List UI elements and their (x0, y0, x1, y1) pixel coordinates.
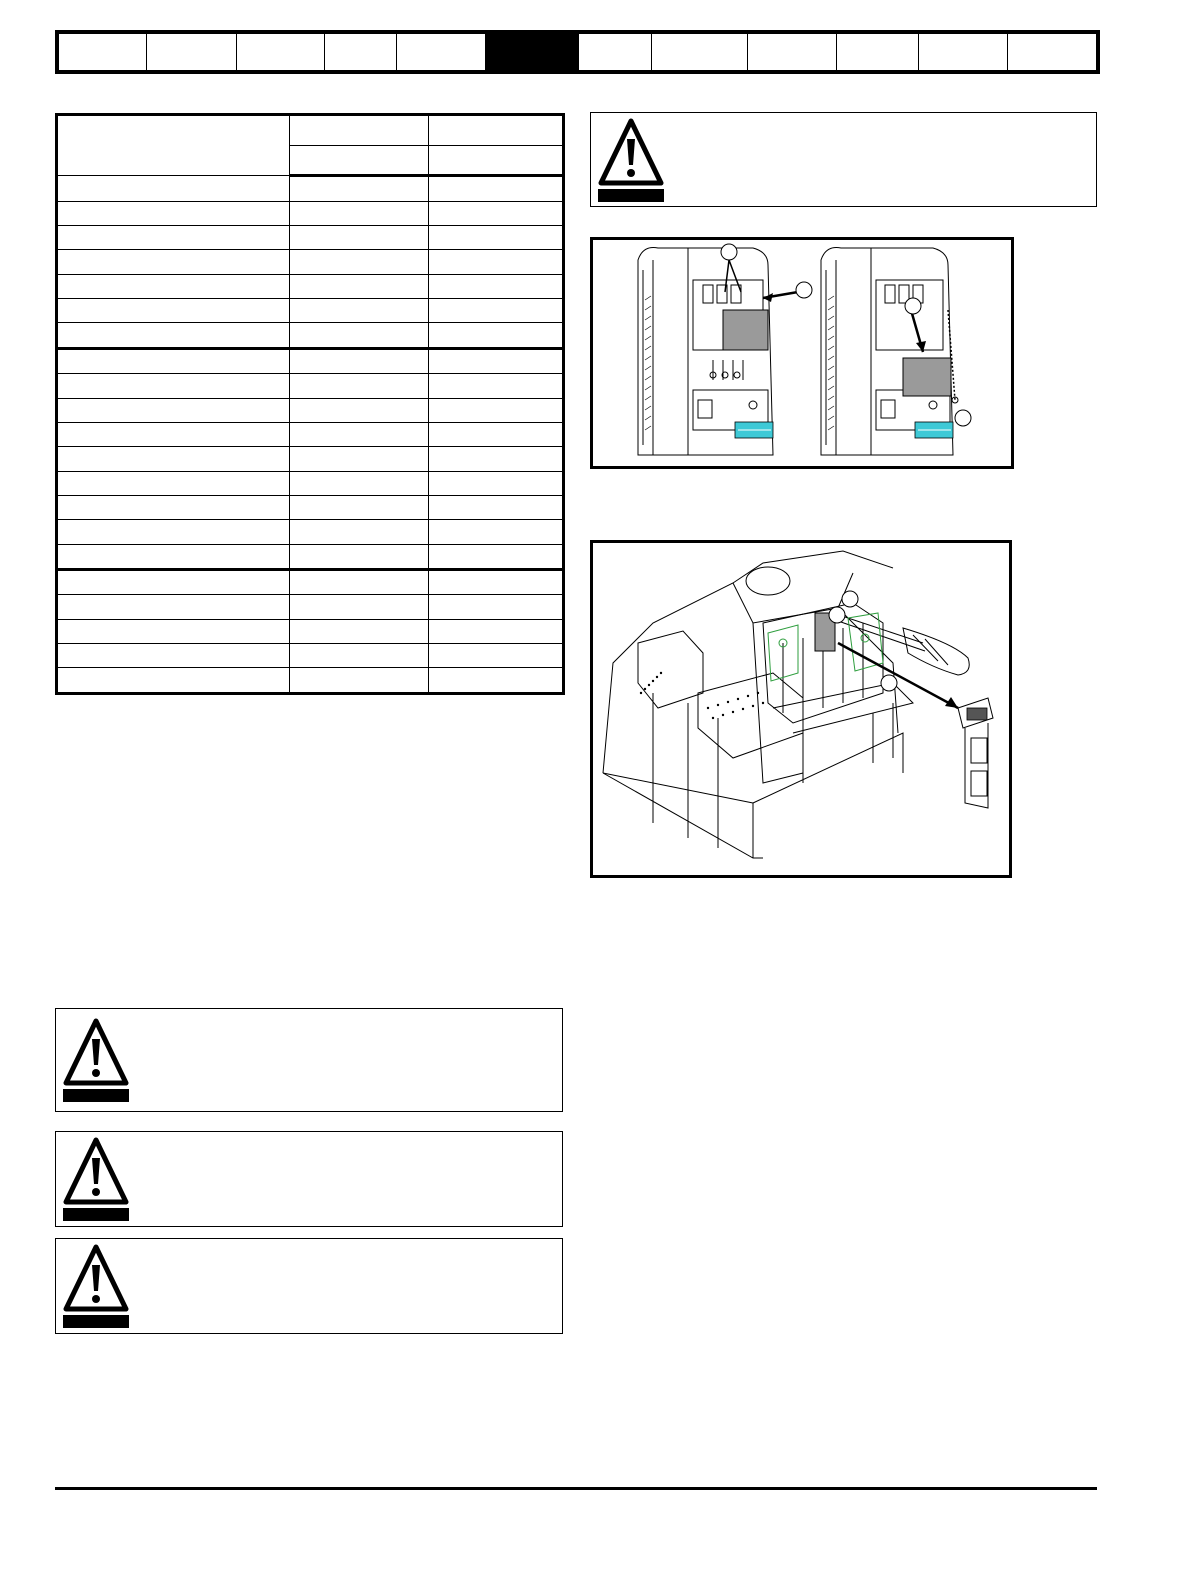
table-cell (290, 274, 429, 298)
table-cell (429, 374, 564, 398)
table-row (57, 668, 564, 694)
table-cell (57, 644, 290, 668)
chapter-tab-8[interactable] (652, 34, 748, 70)
table-cell (429, 274, 564, 298)
table-row (57, 176, 564, 201)
table-cell (290, 250, 429, 274)
table-cell (57, 668, 290, 694)
footer-rule (55, 1487, 1097, 1490)
warning-box-3 (55, 1131, 563, 1227)
chapter-tab-10[interactable] (837, 34, 920, 70)
table-row (57, 226, 564, 250)
table-row (57, 422, 564, 446)
table-cell (290, 520, 429, 544)
table-cell (429, 544, 564, 569)
table-cell (290, 226, 429, 250)
table-cell (57, 176, 290, 201)
table-cell (57, 274, 290, 298)
table-cell (57, 226, 290, 250)
callout-circle (905, 298, 921, 314)
table-cell (57, 374, 290, 398)
table-cell (429, 471, 564, 495)
table-cell (57, 447, 290, 471)
table-row (57, 644, 564, 668)
chapter-tab-6-active[interactable] (486, 34, 579, 70)
table-cell (290, 422, 429, 446)
table-cell (57, 201, 290, 225)
table-cell (290, 201, 429, 225)
terminal-cover-illustration (593, 240, 1011, 466)
table-cell (57, 619, 290, 643)
warning-box-2 (55, 1008, 563, 1112)
table-cell (429, 644, 564, 668)
chapter-tab-11[interactable] (919, 34, 1008, 70)
warning-triangle-icon (598, 117, 664, 203)
table-row (57, 323, 564, 348)
table-cell (290, 323, 429, 348)
table-cell (57, 250, 290, 274)
table-cell (290, 544, 429, 569)
warning-box-1 (590, 112, 1097, 207)
chapter-tab-3[interactable] (237, 34, 326, 70)
table-cell (57, 570, 290, 595)
warning-triangle-icon (63, 1136, 129, 1222)
callout-circle (721, 244, 737, 260)
callout-circle (796, 282, 812, 298)
table-cell (57, 348, 290, 373)
table-cell (57, 299, 290, 323)
table-row (57, 619, 564, 643)
callout-circle (829, 607, 845, 623)
table-cell (290, 668, 429, 694)
table-cell (429, 176, 564, 201)
table-row (57, 447, 564, 471)
warning-triangle-icon (63, 1017, 129, 1103)
table-row (57, 250, 564, 274)
table-cell (429, 595, 564, 619)
table-row (57, 495, 564, 519)
chapter-tab-4[interactable] (325, 34, 397, 70)
table-cell (429, 299, 564, 323)
table-header-row (57, 115, 564, 146)
table-row (57, 348, 564, 373)
table-cell (429, 422, 564, 446)
table-cell (429, 619, 564, 643)
table-row (57, 471, 564, 495)
table-cell (57, 595, 290, 619)
table-cell (429, 447, 564, 471)
figure-busbar-removal (590, 540, 1012, 878)
table-row (57, 595, 564, 619)
table-cell (429, 201, 564, 225)
table-header-cell (429, 115, 564, 146)
table-header-cell (57, 115, 290, 176)
table-cell (429, 520, 564, 544)
table-cell (290, 398, 429, 422)
callout-circle (955, 410, 971, 426)
table-cell (429, 348, 564, 373)
table-cell (429, 226, 564, 250)
table-cell (290, 348, 429, 373)
table-header-cell (290, 115, 429, 146)
chapter-tab-2[interactable] (147, 34, 237, 70)
table-row (57, 544, 564, 569)
table-cell (290, 471, 429, 495)
table-cell (429, 495, 564, 519)
callout-circle (881, 675, 897, 691)
figure-terminal-cover (590, 237, 1014, 469)
table-header-cell (290, 145, 429, 176)
table-cell (290, 619, 429, 643)
table-cell (57, 544, 290, 569)
table-cell (290, 374, 429, 398)
table-header-cell (429, 145, 564, 176)
table-cell (57, 422, 290, 446)
table-cell (57, 495, 290, 519)
table-cell (429, 570, 564, 595)
table-cell (57, 520, 290, 544)
table-cell (429, 323, 564, 348)
chapter-tab-5[interactable] (397, 34, 486, 70)
table-cell (429, 398, 564, 422)
table-cell (290, 447, 429, 471)
table-row (57, 398, 564, 422)
table-row (57, 274, 564, 298)
table-cell (290, 176, 429, 201)
specification-table (55, 113, 565, 695)
chapter-tab-7[interactable] (579, 34, 652, 70)
table-cell (57, 323, 290, 348)
table-row (57, 520, 564, 544)
table-row (57, 299, 564, 323)
chapter-tab-1[interactable] (59, 34, 147, 70)
table-cell (57, 471, 290, 495)
table-cell (429, 668, 564, 694)
warning-box-4 (55, 1238, 563, 1334)
table-cell (290, 595, 429, 619)
table-cell (290, 644, 429, 668)
callout-circle (842, 591, 858, 607)
table-cell (290, 495, 429, 519)
table-row (57, 374, 564, 398)
table-row (57, 570, 564, 595)
table-row (57, 201, 564, 225)
table-cell (290, 570, 429, 595)
table-cell (57, 398, 290, 422)
chapter-tab-9[interactable] (748, 34, 837, 70)
table-cell (429, 250, 564, 274)
chapter-navigation-bar (55, 30, 1100, 74)
warning-triangle-icon (63, 1243, 129, 1329)
chapter-tab-12[interactable] (1008, 34, 1096, 70)
busbar-removal-illustration (593, 543, 1009, 875)
table-cell (290, 299, 429, 323)
